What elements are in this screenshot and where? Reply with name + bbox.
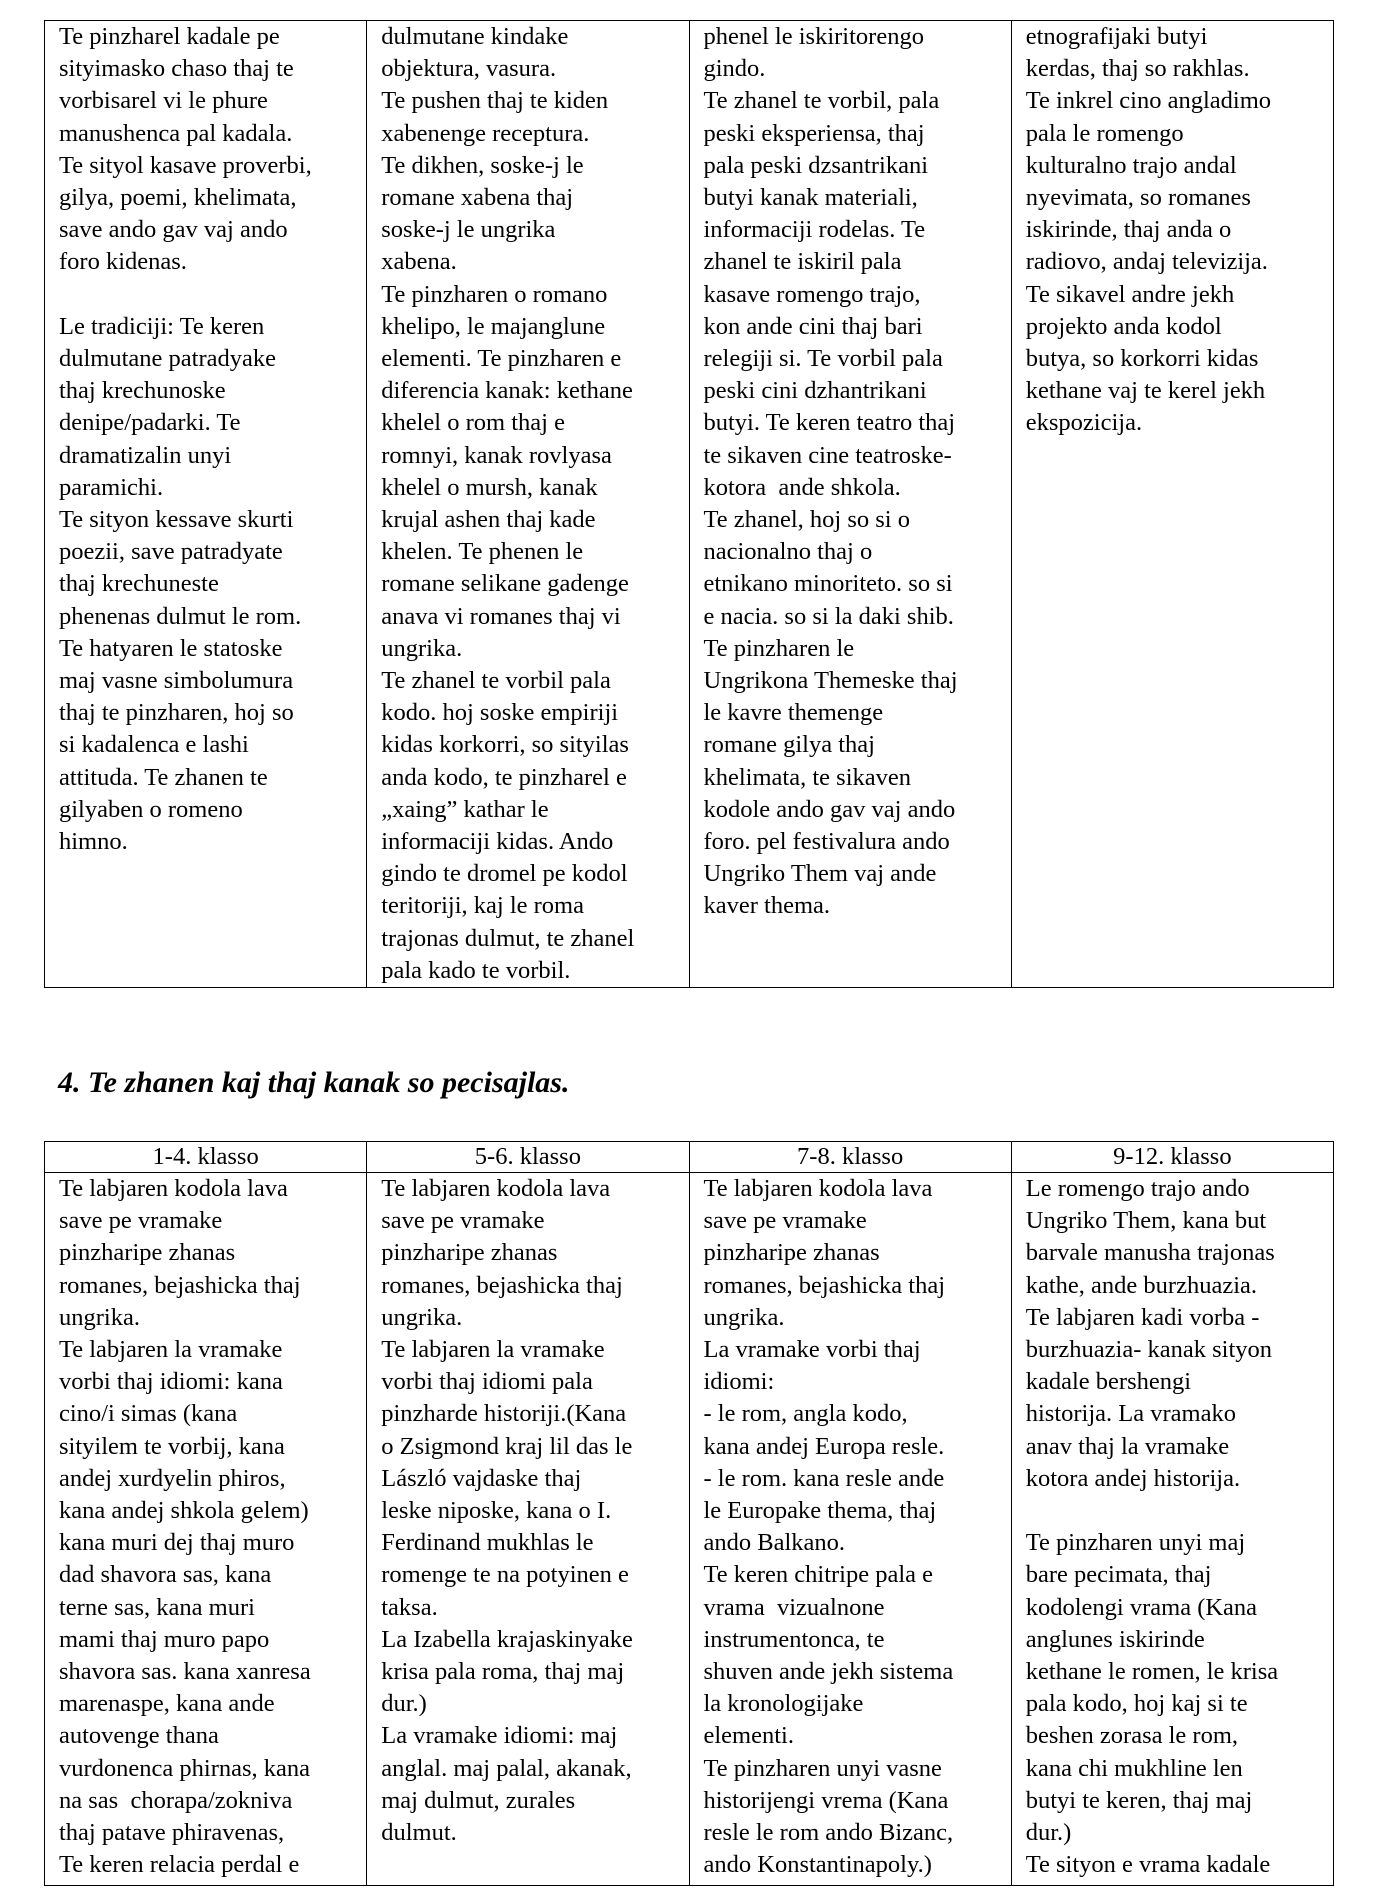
table-cell-col4: Le romengo trajo ando Ungriko Them, kana but barvale manusha trajonas kathe, ande burzhuazia. Te labjaren kadi vorba - burzhuazia- kanak sityon kadale bershengi historija. La vramako anav thaj la vramake kotora andej historija. Te pinzharen unyi maj bare pecimata, thaj kodolengi vrama (Kana anglunes iskirinde kethane le romen, le krisa pala kodo, hoj kaj si te beshen zorasa le rom, kana chi mukhline len butyi te keren, thaj maj dur.) Te sityon e vrama kadale — [1011, 1173, 1333, 1886]
column-header-7-8: 7-8. klasso — [689, 1142, 1011, 1173]
table-cell-col4: etnografijaki butyi kerdas, thaj so rakhlas. Te inkrel cino angladimo pala le romengo kulturalno trajo andal nyevimata, so romanes iskirinde, thaj anda o radiovo, andaj televizija. Te sikavel andre jekh projekto anda kodol butya, so korkorri kidas kethane vaj te kerel jekh ekspozicija. — [1011, 21, 1333, 988]
table-cell-col2: Te labjaren kodola lava save pe vramake pinzharipe zhanas romanes, bejashicka thaj ungrika. Te labjaren la vramake vorbi thaj idiomi pala pinzharde historiji.(Kana o Zsigmond kraj lil das le László vajdaske thaj leske niposke, kana o I. Ferdinand mukhlas le romenge te na potyinen e taksa. La Izabella krajaskinyake krisa pala roma, thaj maj dur.) La vramake idiomi: maj anglal. maj palal, akanak, maj dulmut, zurales dulmut. — [367, 1173, 689, 1886]
table-cell-col3: Te labjaren kodola lava save pe vramake pinzharipe zhanas romanes, bejashicka thaj ungrika. La vramake vorbi thaj idiomi: - le rom, angla kodo, kana andej Europa resle. - le rom. kana resle ande le Europake thema, thaj ando Balkano. Te keren chitripe pala e vrama vizualnone instrumentonca, te shuven ande jekh sistema la kronologijake elementi. Te pinzharen unyi vasne historijengi vrema (Kana resle le rom ando Bizanc, ando Konstantinapoly.) — [689, 1173, 1011, 1886]
table-cell-col3: phenel le iskiritorengo gindo. Te zhanel te vorbil, pala peski eksperiensa, thaj pala peski dzsantrikani butyi kanak materiali, informaciji rodelas. Te zhanel te iskiril pala kasave romengo trajo, kon ande cini thaj bari relegiji si. Te vorbil pala peski cini dzhantrikani butyi. Te keren teatro thaj te sikaven cine teatroske- kotora ande shkola. Te zhanel, hoj so si o nacionalno thaj o etnikano minoriteto. so si e nacia. so si la daki shib. Te pinzharen le Ungrikona Themeske thaj le kavre themenge romane gilya thaj khelimata, te sikaven kodole ando gav vaj ando foro. pel festivalura ando Ungriko Them vaj ande kaver thema. — [689, 21, 1011, 988]
table-cell-col1: Te labjaren kodola lava save pe vramake pinzharipe zhanas romanes, bejashicka thaj ungrika. Te labjaren la vramake vorbi thaj idiomi: kana cino/i simas (kana sityilem te vorbij, kana andej xurdyelin phiros, kana andej shkola gelem) kana muri dej thaj muro dad shavora sas, kana terne sas, kana muri mami thaj muro papo shavora sas. kana xanresa marenaspe, kana ande autovenge thana vurdonenca phirnas, kana na sas chorapa/zokniva thaj patave phiravenas, Te keren relacia perdal e — [45, 1173, 367, 1886]
table-cell-col2: dulmutane kindake objektura, vasura. Te pushen thaj te kiden xabenenge receptura. Te dikhen, soske-j le romane xabena thaj soske-j le ungrika xabena. Te pinzharen o romano khelipo, le majanglune elementi. Te pinzharen e diferencia kanak: kethane khelel o rom thaj e romnyi, kanak rovlyasa khelel o mursh, kanak krujal ashen thaj kade khelen. Te phenen le romane selikane gadenge anava vi romanes thaj vi ungrika. Te zhanel te vorbil pala kodo. hoj soske empiriji kidas korkorri, so sityilas anda kodo, te pinzharel e „xaing” kathar le informaciji kidas. Ando gindo te dromel pe kodol teritoriji, kaj le roma trajonas dulmut, te zhanel pala kado te vorbil. — [367, 21, 689, 988]
column-header-9-12: 9-12. klasso — [1011, 1142, 1333, 1173]
column-header-1-4: 1-4. klasso — [45, 1142, 367, 1173]
table-row — [45, 21, 1334, 988]
table-cell-col1: Te pinzharel kadale pe sityimasko chaso thaj te vorbisarel vi le phure manushenca pal kadala. Te sityol kasave proverbi, gilya, poemi, khelimata, save ando gav vaj ando foro kidenas. Le tradiciji: Te keren dulmutane patradyake thaj krechunoske denipe/padarki. Te dramatizalin unyi paramichi. Te sityon kessave skurti poezii, save patradyate thaj krechuneste phenenas dulmut le rom. Te hatyaren le statoske maj vasne simbolumura thaj te pinzharen, hoj so si kadalenca e lashi attituda. Te zhanen te gilyaben o romeno himno. — [45, 21, 367, 988]
column-header-5-6: 5-6. klasso — [367, 1142, 689, 1173]
curriculum-table-bottom — [44, 1141, 1334, 1886]
section-heading: 4. Te zhanen kaj thaj kanak so pecisajlas. — [58, 1066, 570, 1099]
curriculum-table-top — [44, 20, 1334, 988]
table-header-row — [45, 1142, 1334, 1173]
table-row — [45, 1173, 1334, 1886]
